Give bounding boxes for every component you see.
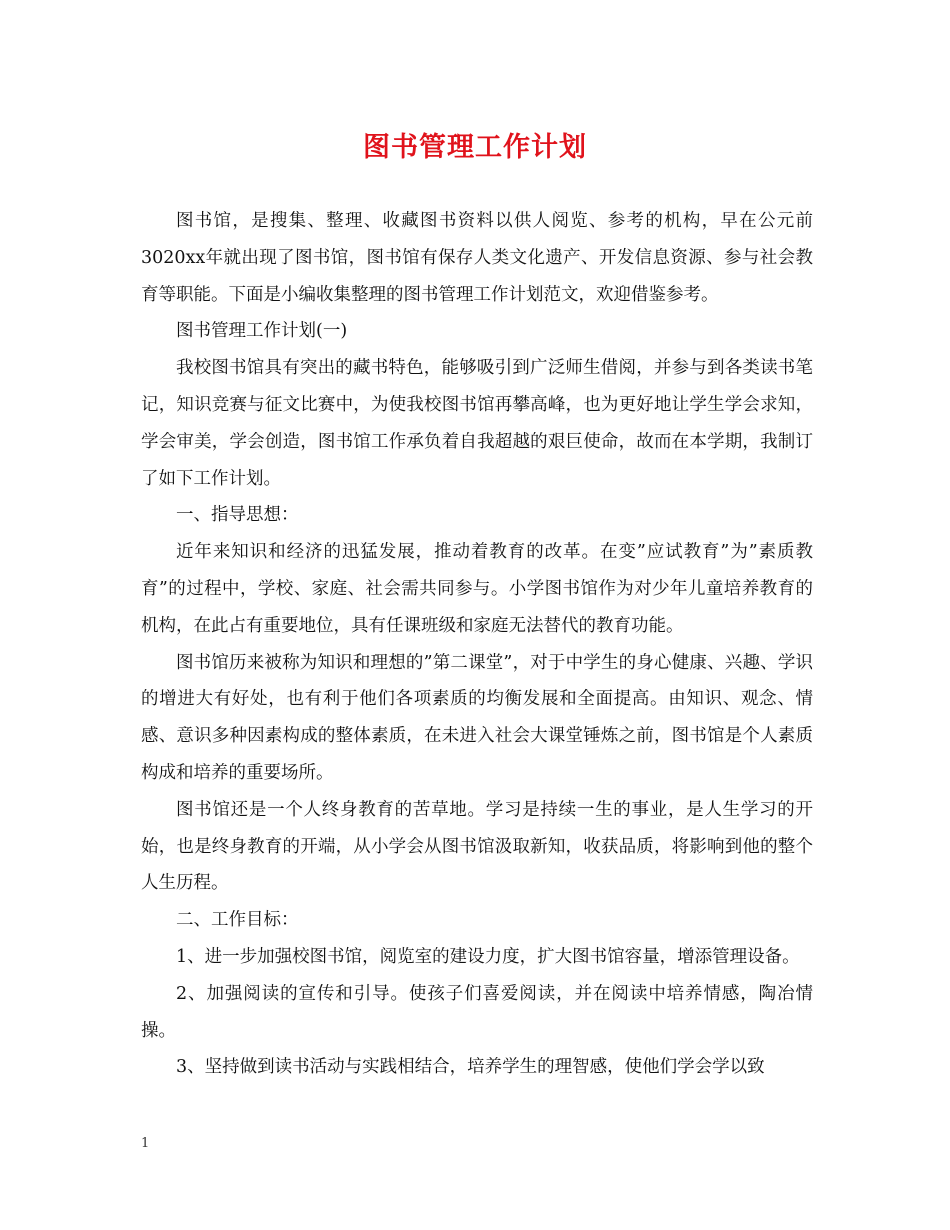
paragraph-lifelong-learning: 图书馆还是一个人终身教育的苦草地。学习是持续一生的事业，是人生学习的开始，也是终身教育的开端，从小学会从图书馆汲取新知，收获品质，将影响到他的整个人生历程。 bbox=[141, 799, 813, 894]
section-heading-work-goals: 二、工作目标： bbox=[176, 910, 299, 931]
paragraph-second-classroom: 图书馆历来被称为知识和理想的”第二课堂”，对于中学生的身心健康、兴趣、学识的增进大有好处，也有利于他们各项素质的均衡发展和全面提高。由知识、观念、情感、意识多种因素构成的整体素质，在未进入社会大课堂锤炼之前，图书馆是个人素质构成和培养的重要场所。 bbox=[141, 652, 813, 783]
section-heading-plan-one: 图书管理工作计划(一) bbox=[176, 321, 348, 342]
goal-item-1: 1、进一步加强校图书馆，阅览室的建设力度，扩大图书馆容量，增添管理设备。 bbox=[176, 946, 800, 967]
document-title: 图书管理工作计划 bbox=[363, 132, 587, 163]
section-heading-guiding-ideas: 一、指导思想： bbox=[176, 505, 299, 526]
paragraph-intro: 图书馆，是搜集、整理、收藏图书资料以供人阅览、参考的机构，早在公元前3020xx年就出现了图书馆，图书馆有保存人类文化遗产、开发信息资源、参与社会教育等职能。下面是小编收集整理的图书管理工作计划范文，欢迎借鉴参考。 bbox=[141, 211, 813, 305]
paragraph-education-reform: 近年来知识和经济的迅猛发展，推动着教育的改革。在变”应试教育”为”素质教育”的过程中，学校、家庭、社会需共同参与。小学图书馆作为对少年儿童培养教育的机构，在此占有重要地位，具有任课班级和家庭无法替代的教育功能。 bbox=[141, 542, 813, 636]
page-number: 1 bbox=[141, 1136, 150, 1151]
paragraph-library-features: 我校图书馆具有突出的藏书特色，能够吸引到广泛师生借阅，并参与到各类读书笔记，知识竞赛与征文比赛中，为使我校图书馆再攀高峰，也为更好地让学生学会求知，学会审美，学会创造，图书馆工作承负着自我超越的艰巨使命，故而在本学期，我制订了如下工作计划。 bbox=[141, 358, 813, 489]
goal-item-3: 3、坚持做到读书活动与实践相结合，培养学生的理智感，使他们学会学以致 bbox=[176, 1057, 765, 1078]
goal-item-2: 2、加强阅读的宣传和引导。使孩子们喜爱阅读，并在阅读中培养情感，陶冶情操。 bbox=[141, 983, 813, 1041]
document-body bbox=[141, 203, 813, 1086]
